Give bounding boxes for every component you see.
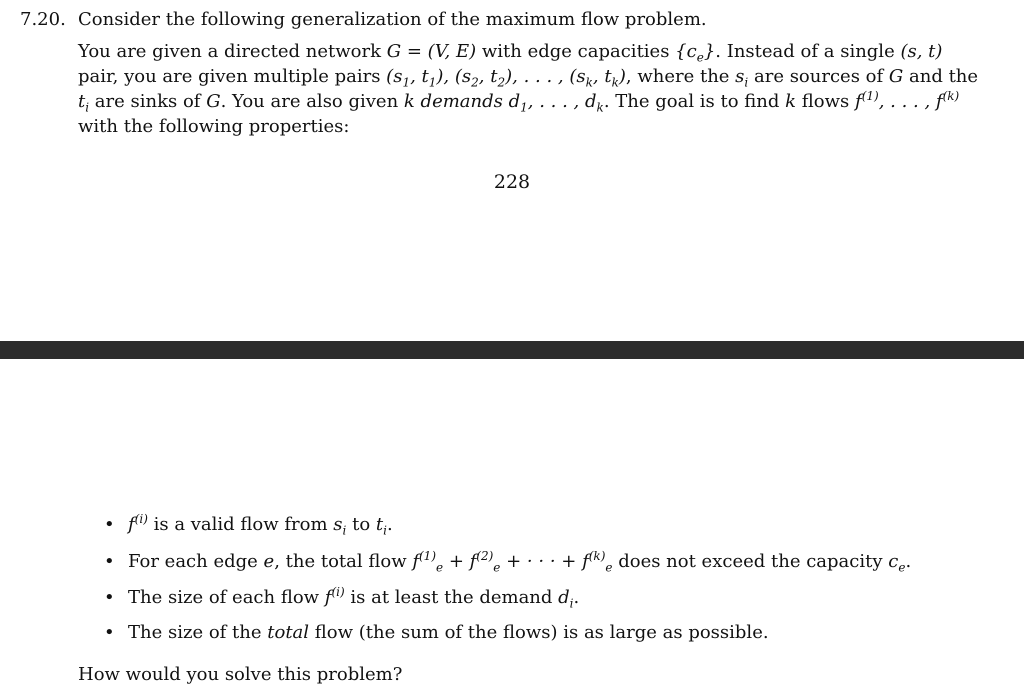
text: is a valid flow from — [147, 514, 334, 535]
list-item — [104, 549, 912, 575]
problem-statement — [78, 39, 1008, 139]
math: e — [263, 551, 275, 572]
math: $f^{(1)}$, . . . , $f^{(k)}$ — [855, 89, 960, 112]
statement-line-4: with the following properties: — [78, 116, 350, 137]
text: . — [905, 551, 912, 572]
text: . — [573, 587, 580, 608]
page-number: 228 — [493, 171, 531, 193]
math: $s_i$ — [735, 66, 749, 90]
math: k — [403, 91, 415, 112]
text: The size of the — [128, 622, 268, 643]
math: (s, t) — [900, 41, 943, 62]
text: . — [386, 514, 393, 535]
emphasis: total — [267, 622, 310, 643]
text: and the — [903, 66, 979, 87]
problem-number: 7.20. — [20, 9, 66, 30]
statement-line-3 — [78, 89, 1008, 114]
text: with edge capacities — [476, 41, 676, 62]
list-item — [104, 622, 769, 643]
math: $s_i$ — [333, 514, 347, 538]
question-text: How would you solve this problem? — [78, 664, 403, 685]
text: are sources of — [748, 66, 889, 87]
text: You are given a directed network — [78, 41, 387, 62]
text: is at least the demand — [344, 587, 559, 608]
list-item — [104, 585, 580, 611]
text: to — [346, 514, 376, 535]
bullet-icon: • — [104, 551, 115, 572]
math: $f^{(i)}$ — [324, 585, 345, 608]
bullet-icon: • — [104, 622, 115, 643]
math: $f^{(1)}_e + f^{(2)}_e$ + · · · + $f^{(k)}_e$ — [412, 549, 613, 575]
text: flow (the sum of the flows) is as large as possible. — [309, 622, 769, 643]
math: $d_1$, . . . , $d_k$ — [508, 91, 604, 115]
text: does not exceed the capacity — [612, 551, 889, 572]
text: The size of each flow — [128, 587, 325, 608]
text: , where the — [625, 66, 736, 87]
math: $t_i$ — [375, 514, 387, 538]
math: $t_i$ — [78, 91, 90, 115]
bullet-icon: • — [104, 514, 115, 535]
text: are sinks of — [89, 91, 207, 112]
text: . You are also given — [220, 91, 404, 112]
emphasis: demands — [414, 91, 509, 112]
math: $f^{(i)}$ — [128, 512, 148, 535]
math: $d_i$ — [558, 587, 574, 611]
math: ($s_1$, $t_1$), ($s_2$, $t_2$), . . . , ($s_k$, $t_k$) — [386, 66, 626, 90]
math: G — [206, 91, 221, 112]
math: G = (V, E) — [386, 41, 477, 62]
problem-title: Consider the following generalization of the maximum flow problem. — [78, 9, 707, 30]
math: k — [785, 91, 797, 112]
bullet-icon: • — [104, 587, 115, 608]
text: flows — [796, 91, 856, 112]
math: G — [888, 66, 904, 87]
statement-line-2 — [78, 64, 1008, 89]
list-item — [104, 512, 393, 538]
text: pair, you are given multiple pairs — [78, 66, 387, 87]
math: $\{c_e\}$ — [675, 41, 716, 65]
math: $c_e$ — [888, 551, 906, 575]
text: For each edge — [128, 551, 264, 572]
text: , the total flow — [274, 551, 413, 572]
statement-line-1 — [78, 39, 1008, 64]
text: . The goal is to find — [603, 91, 786, 112]
text: . Instead of a single — [715, 41, 901, 62]
page-divider — [0, 341, 1024, 359]
